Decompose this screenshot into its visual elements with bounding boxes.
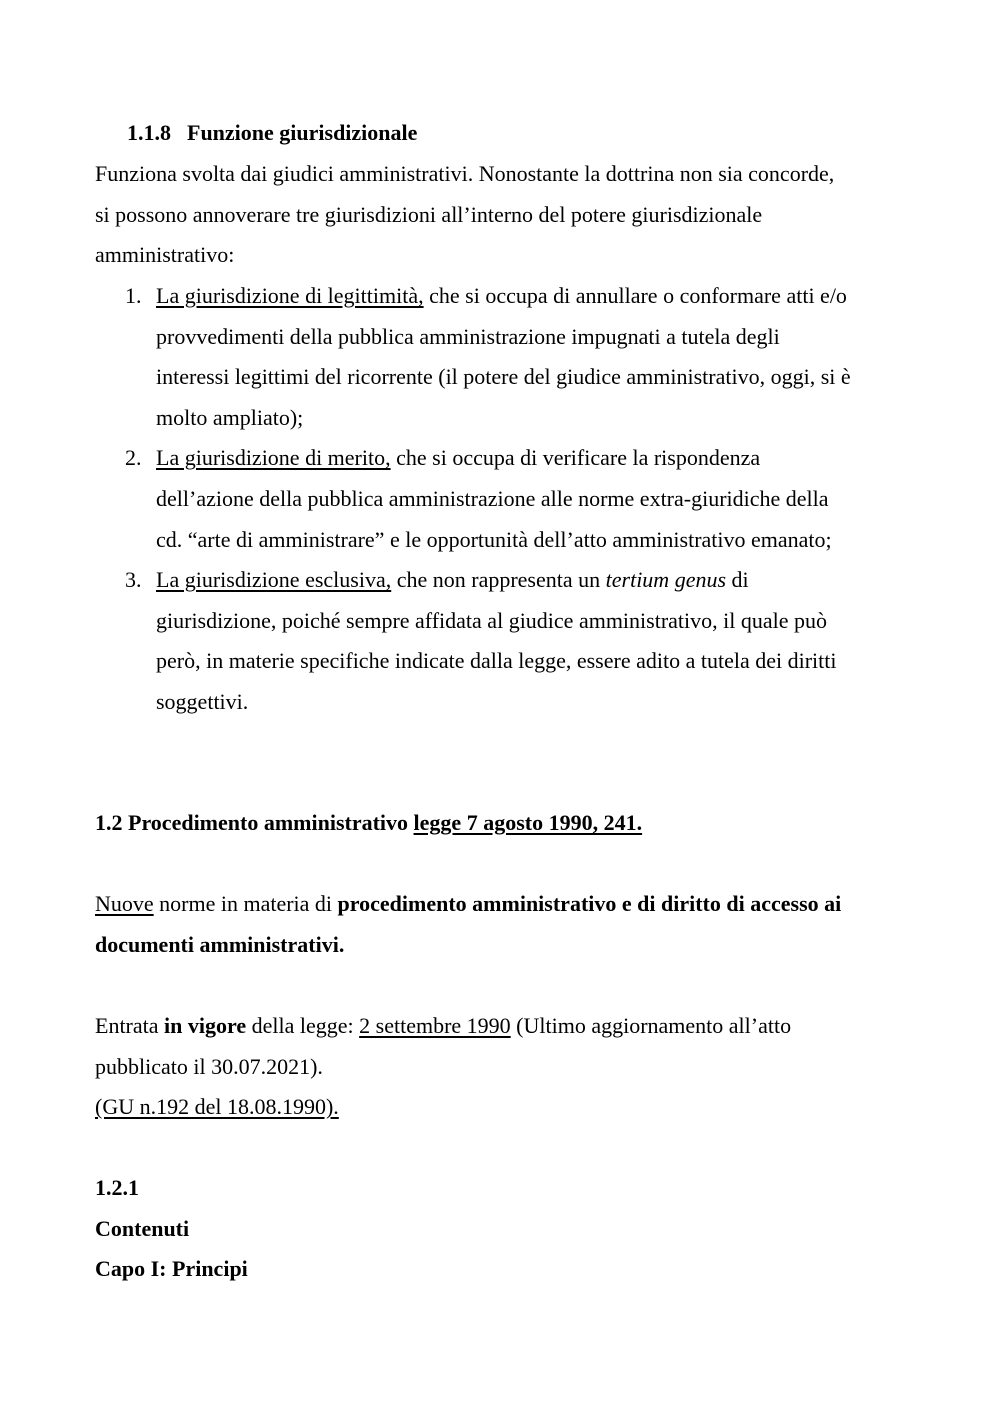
intro-paragraph (95, 154, 915, 276)
law-reference: legge 7 agosto 1990, 241. (413, 810, 643, 835)
intro-line: si possono annoverare tre giurisdizioni all’interno del potere giurisdizionale (95, 201, 763, 227)
list-marker: 1. (125, 283, 142, 308)
section-heading-1-2 (95, 803, 642, 843)
list-item-lead: La giurisdizione di merito, (156, 445, 391, 471)
section-title: 1.2 Procedimento amministrativo (95, 810, 414, 835)
paragraph-text: Entrata (95, 1013, 165, 1038)
section-heading-1-2-1 (95, 1168, 915, 1290)
list-item (95, 560, 915, 722)
intro-line: Funziona svolta dai giudici amministrativi. Nonostante la dottrina non sia concorde, (95, 161, 835, 186)
list-item-text: però, in materie specifiche indicate dalla legge, essere adito a tutela dei diritti (156, 648, 837, 674)
list-item-text: di (726, 567, 749, 593)
paragraph-text: pubblicato il 30.07.2021). (95, 1053, 323, 1079)
section-heading-1-1-8 (127, 113, 417, 153)
italic-term: tertium genus (605, 567, 727, 593)
gazette-reference: (GU n.192 del 18.08.1990). (95, 1094, 339, 1120)
list-item (95, 276, 915, 438)
list-item-text: molto ampliato); (156, 404, 304, 430)
list-item-text: che non rappresenta un (391, 567, 606, 593)
list-marker: 2. (125, 445, 142, 471)
paragraph-text: norme in materia di (153, 891, 338, 916)
bold-text: in vigore (164, 1013, 247, 1038)
list-item-text: che si occupa di annullare o conformare atti e/o (423, 283, 847, 308)
section-number: 1.2.1 (95, 1175, 139, 1200)
section-number: 1.1.8 (127, 120, 171, 145)
effective-date: 2 settembre 1990 (359, 1013, 511, 1038)
effective-date-paragraph (95, 1006, 915, 1128)
list-item-text: dell’azione della pubblica amministrazione alle norme extra-giuridiche della (156, 485, 829, 511)
underlined-word: Nuove (95, 891, 154, 916)
section-title: Funzione giurisdizionale (187, 120, 418, 145)
chapter-title: Capo I: Principi (95, 1256, 248, 1282)
law-title-paragraph (95, 884, 915, 965)
list-item-text: che si occupa di verificare la rispondenza (390, 445, 761, 471)
section-title: Contenuti (95, 1215, 190, 1241)
paragraph-text: (Ultimo aggiornamento all’atto (510, 1013, 792, 1038)
jurisdiction-list (95, 276, 915, 723)
list-item-lead: La giurisdizione esclusiva, (156, 567, 392, 593)
bold-text: documenti amministrativi. (95, 931, 345, 957)
list-item-text: provvedimenti della pubblica amministrazione impugnati a tutela degli (156, 323, 780, 349)
list-item-text: soggettivi. (156, 688, 249, 714)
list-item-text: giurisdizione, poiché sempre affidata al giudice amministrativo, il quale può (156, 607, 828, 633)
list-item-text: interessi legittimi del ricorrente (il potere del giudice amministrativo, oggi, si è (156, 364, 851, 390)
list-item-text: cd. “arte di amministrare” e le opportunità dell’atto amministrativo emanato; (156, 526, 832, 552)
paragraph-text: della legge: (246, 1013, 360, 1038)
list-item (95, 438, 915, 560)
intro-line: amministrativo: (95, 242, 235, 268)
list-item-lead: La giurisdizione di legittimità, (156, 283, 424, 308)
list-marker: 3. (125, 567, 142, 593)
bold-text: procedimento amministrativo e di diritto di accesso ai (337, 891, 842, 916)
